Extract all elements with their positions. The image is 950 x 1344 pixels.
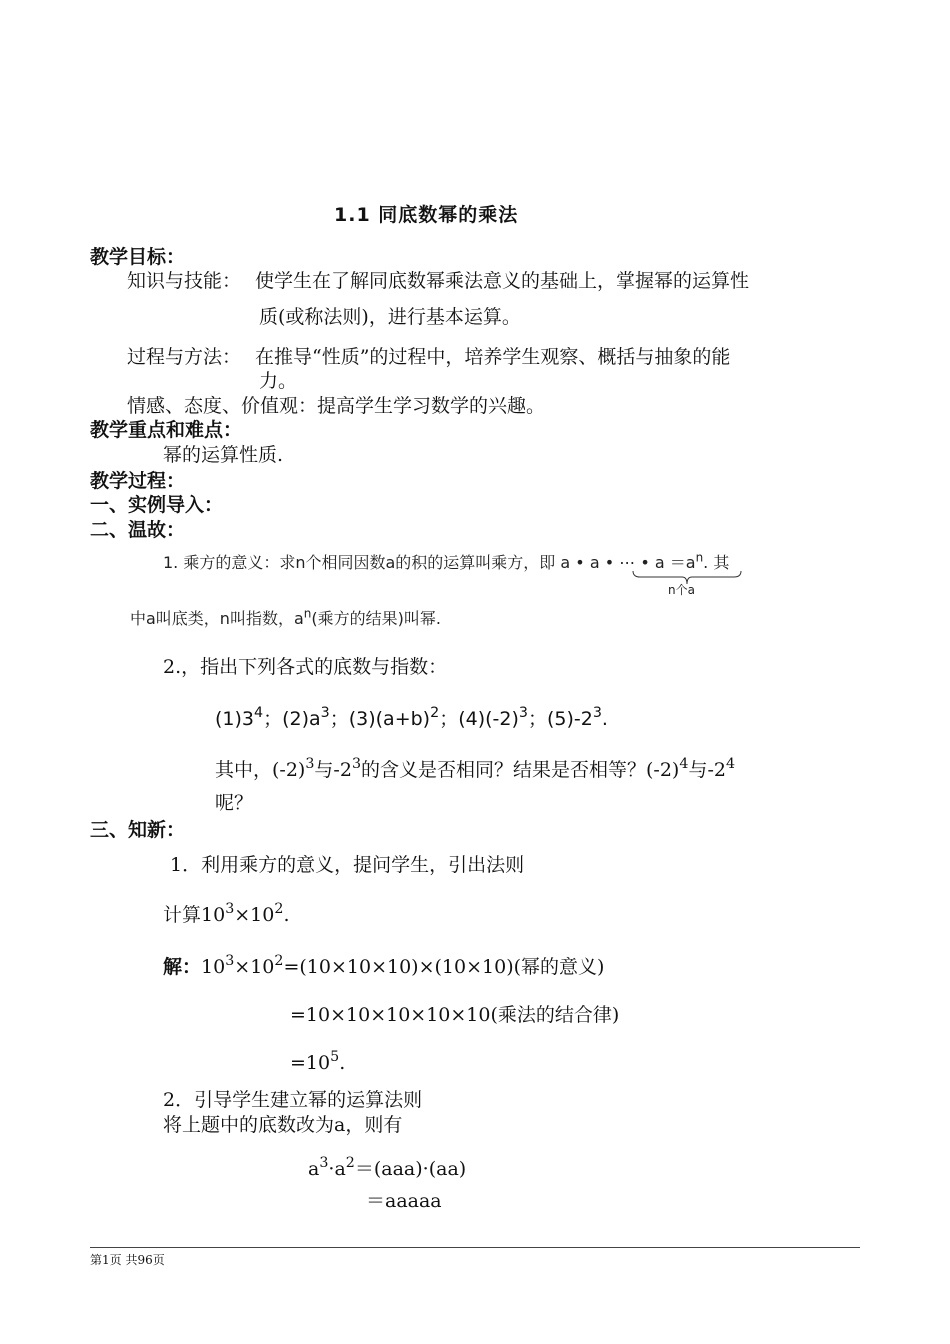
ex-part: ；(5)-2: [527, 708, 593, 730]
step3-exp: 5: [330, 1049, 340, 1066]
q-part: 其中，(-2): [215, 759, 306, 781]
solution-line: [163, 952, 604, 979]
sol-exp: 2: [274, 953, 284, 970]
review-item2-examples: [215, 704, 608, 731]
goals-heading: 教学目标：: [90, 246, 186, 268]
q-exp: 4: [725, 756, 736, 773]
calc-part: 计算10: [163, 904, 226, 926]
calc-exp: 2: [274, 901, 284, 918]
review-item1-cont-a: 中a叫底类，n叫指数，a: [130, 609, 304, 628]
ex-exp: 4: [254, 705, 264, 722]
review-question: [215, 755, 735, 782]
f1-part: ·a: [328, 1158, 346, 1180]
ex-part: (1)3: [215, 708, 255, 730]
new-item2: 2．引导学生建立幂的运算法则: [163, 1089, 423, 1111]
sol-part: 10: [201, 956, 226, 978]
sol-exp: 3: [225, 953, 235, 970]
calc-exp: 3: [225, 901, 235, 918]
ex-exp: 3: [592, 705, 602, 722]
solution-label: 解：: [163, 956, 202, 978]
review-item2: 2.，指出下列各式的底数与指数：: [163, 656, 448, 678]
ex-part: .: [601, 708, 608, 730]
ex-exp: 2: [430, 705, 440, 722]
goal1-text-cont: 质(或称法则)，进行基本运算。: [259, 306, 521, 328]
part3-heading: 三、知新：: [90, 819, 186, 841]
review-item1-text: 1. 乘方的意义：求n个相同因数a的积的运算叫乘方，即: [163, 553, 556, 572]
q-exp: 3: [351, 756, 362, 773]
part1-heading: 一、实例导入：: [90, 494, 224, 516]
f1-exp: 2: [345, 1155, 355, 1172]
review-item1-cont: [130, 606, 441, 629]
ex-exp: 3: [518, 705, 528, 722]
goal1-text: 使学生在了解同底数幂乘法意义的基础上，掌握幂的运算性: [255, 270, 750, 292]
review-item1-end: . 其: [703, 553, 730, 572]
review-question-cont: 呢？: [215, 792, 254, 814]
formula-line2: ＝aaaaa: [366, 1190, 442, 1212]
f1-part: ＝(aaa)·(aa): [354, 1158, 467, 1180]
q-exp: 3: [305, 756, 315, 773]
footer-divider: [90, 1247, 860, 1248]
calc-line: [163, 900, 290, 927]
solution-step2: =10×10×10×10×10(乘法的结合律): [290, 1004, 620, 1026]
process-heading: 教学过程：: [90, 470, 186, 492]
goal2-label: 过程与方法：: [127, 346, 242, 368]
part2-heading: 二、温故：: [90, 519, 186, 541]
q-exp: 4: [679, 756, 689, 773]
q-part: 与-2: [314, 759, 352, 781]
review-item1-cont-exp: n: [303, 606, 312, 621]
review-item1-formula: a • a • ⋯ • a: [560, 553, 665, 572]
calc-part: ×10: [234, 904, 275, 926]
f1-part: a: [308, 1158, 320, 1180]
q-part: 的含义是否相同？结果是否相等？(-2): [361, 759, 680, 781]
f1-exp: 3: [319, 1155, 329, 1172]
goal2-text-cont: 力。: [259, 370, 298, 392]
calc-part: .: [283, 904, 290, 926]
key-heading: 教学重点和难点：: [90, 419, 243, 441]
review-item1-cont-b: (乘方的结果)叫幂.: [311, 609, 441, 628]
review-item1-exp: n: [695, 550, 704, 565]
solution-step3: [290, 1049, 346, 1074]
formula-line1: [308, 1154, 466, 1181]
ex-part: ；(4)(-2): [439, 708, 519, 730]
new-item2-cont: 将上题中的底数改为a，则有: [163, 1114, 403, 1136]
ex-exp: 3: [320, 705, 330, 722]
goal3-text: 情感、态度、价值观：提高学生学习数学的兴趣。: [127, 395, 546, 417]
step3-part: .: [339, 1052, 346, 1074]
page-title: 1.1 同底数幂的乘法: [334, 204, 519, 226]
goal1-label: 知识与技能：: [127, 270, 242, 292]
underbrace-label: n个a: [668, 583, 695, 597]
ex-part: ；(3)(a+b): [329, 708, 431, 730]
sol-part: =(10×10×10)×(10×10)(幂的意义): [283, 956, 605, 978]
review-item1-eq: ＝a: [669, 553, 696, 572]
q-part: 与-2: [688, 759, 726, 781]
ex-part: ；(2)a: [263, 708, 321, 730]
new-item1: 1．利用乘方的意义，提问学生，引出法则: [170, 854, 525, 876]
page-footer: 第1页 共96页: [90, 1253, 165, 1267]
key-text: 幂的运算性质.: [163, 444, 284, 466]
step3-part: =10: [290, 1052, 331, 1074]
goal2-text: 在推导“性质”的过程中，培养学生观察、概括与抽象的能: [255, 346, 731, 368]
sol-part: ×10: [234, 956, 275, 978]
